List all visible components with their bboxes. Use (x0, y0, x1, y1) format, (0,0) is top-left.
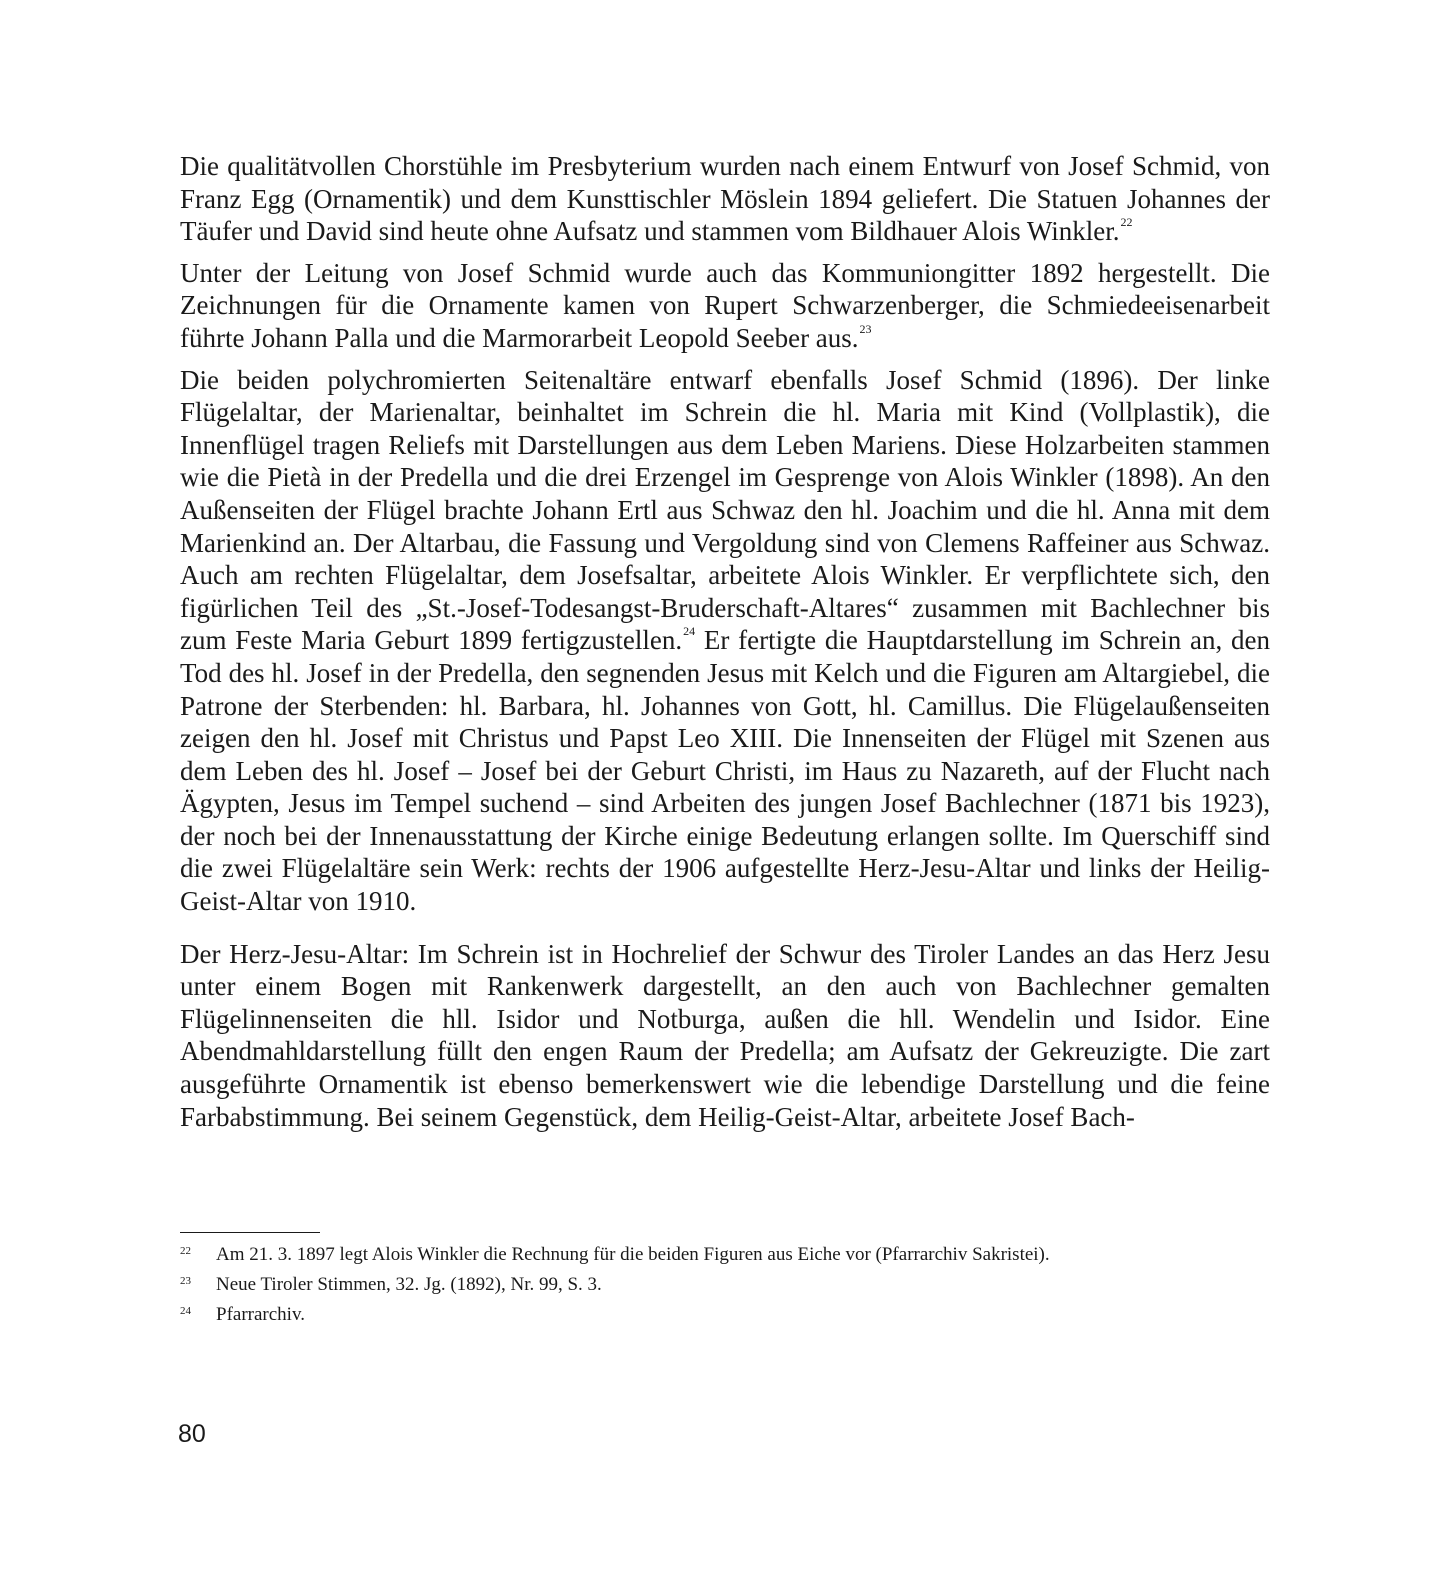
footnote (180, 1271, 1270, 1301)
footnote-reference[interactable]: 23 (859, 321, 872, 336)
paragraph-text: Er fertigte die Hauptdarstellung im Schrein an, den Tod des hl. Josef in der Predella, den segnenden Jesus mit Kelch und die Figuren am Altargiebel, die Patrone der Sterbenden: hl. Barbara, hl. Johannes von Gott, hl. Camillus. Die Flügelaußenseiten zeigen den hl. Josef mit Christus und Papst Leo XIII. Die Innenseiten der Flügel mit Szenen aus dem Leben des hl. Josef – Josef bei der Geburt Christi, im Haus zu Nazareth, auf der Flucht nach Ägypten, Jesus im Tempel suchend – sind Arbeiten des jungen Josef Bachlechner (1871 bis 1923), der noch bei der Innenausstattung der Kirche einige Bedeutung erlangen sollte. Im Querschiff sind die zwei Flügelaltäre sein Werk: rechts der 1906 aufgestellte Herz-Jesu-Altar und links der Heilig-Geist-Altar von 1910. (180, 625, 1270, 917)
footnotes-section (180, 1232, 1270, 1331)
page-number: 80 (178, 1420, 206, 1448)
paragraph (180, 150, 1270, 248)
paragraph-text: Unter der Leitung von Josef Schmid wurde auch das Kommuniongitter 1892 hergestellt. Die Zeichnungen für die Ornamente kamen von Rupert Schwarzenberger, die Schmiedeeisenarbeit führte Johann Palla und die Marmorarbeit Leopold Seeber aus. (180, 257, 1270, 353)
footnote-text: Neue Tiroler Stimmen, 32. Jg. (1892), Nr. 99, S. 3. (216, 1274, 602, 1295)
footnote-number: 22 (180, 1245, 191, 1257)
footnote (180, 1241, 1270, 1271)
paragraph (180, 257, 1270, 355)
paragraph (180, 938, 1270, 1134)
footnote-reference[interactable]: 22 (1120, 215, 1133, 230)
footnote-divider (180, 1232, 320, 1233)
footnote-reference[interactable]: 24 (683, 624, 696, 639)
footnote-number: 23 (180, 1275, 191, 1287)
paragraph-text: Die beiden polychromierten Seitenaltäre entwarf ebenfalls Josef Schmid (1896). Der linke Flügelaltar, der Marienaltar, beinhaltet im Schrein die hl. Maria mit Kind (Vollplastik), die Innenflügel tragen Reliefs mit Darstellungen aus dem Leben Mariens. Diese Holzarbeiten stammen wie die Pietà in der Predella und die drei Erzengel im Gesprenge von Alois Winkler (1898). An den Außenseiten der Flügel brachte Johann Ertl aus Schwaz den hl. Joachim und die hl. Anna mit dem Marienkind an. Der Altarbau, die Fassung und Vergoldung sind von Clemens Raffeiner aus Schwaz. Auch am rechten Flügelaltar, dem Josefsaltar, arbeitete Alois Winkler. Er verpflichtete sich, den figürlichen Teil des „St.-Josef-Todesangst-Bruderschaft-Altares“ zusammen mit Bachlechner bis zum Feste Maria Geburt 1899 fertigzustellen. (180, 364, 1270, 656)
footnote-number: 24 (180, 1305, 191, 1317)
main-text (180, 150, 1270, 1142)
footnote-text: Pfarrarchiv. (216, 1304, 305, 1325)
paragraph (180, 364, 1270, 918)
footnote (180, 1301, 1270, 1331)
paragraph-text: Der Herz-Jesu-Altar: Im Schrein ist in Hochrelief der Schwur des Tiroler Landes an das Herz Jesu unter einem Bogen mit Rankenwerk dargestellt, an den auch von Bachlechner gemalten Flügelinnenseiten die hll. Isidor und Notburga, außen die hll. Wendelin und Isidor. Eine Abendmahldarstellung füllt den engen Raum der Predella; am Aufsatz der Gekreuzigte. Die zart ausgeführte Ornamentik ist ebenso bemerkenswert wie die lebendige Darstellung und die feine Farbabstimmung. Bei seinem Gegenstück, dem Heilig-Geist-Altar, arbeitete Josef Bach- (180, 938, 1270, 1132)
footnote-text: Am 21. 3. 1897 legt Alois Winkler die Rechnung für die beiden Figuren aus Eiche vor (Pfarrarchiv Sakristei). (216, 1244, 1050, 1265)
paragraph-text: Die qualitätvollen Chorstühle im Presbyterium wurden nach einem Entwurf von Josef Schmid, von Franz Egg (Ornamentik) und dem Kunsttischler Möslein 1894 geliefert. Die Statuen Johannes der Täufer und David sind heute ohne Aufsatz und stammen vom Bildhauer Alois Winkler. (180, 151, 1270, 247)
